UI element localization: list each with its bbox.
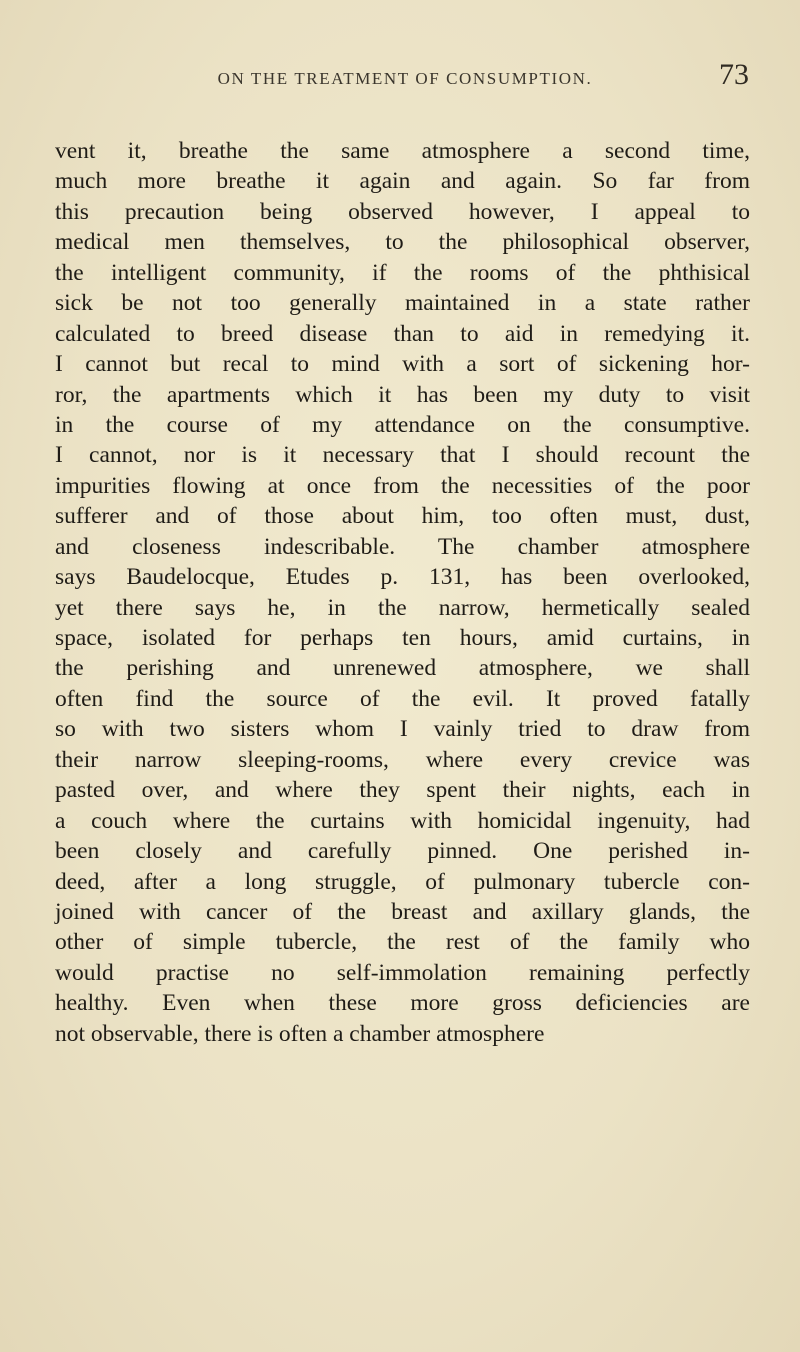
text-line: so with two sisters whom I vainly tried to draw from	[55, 716, 750, 743]
body-text	[55, 136, 750, 1049]
text-line: I cannot but recal to mind with a sort of sickening hor-	[55, 351, 750, 378]
text-line: would practise no self-immolation remaining perfectly	[55, 959, 750, 986]
text-line: yet there says he, in the narrow, hermetically sealed	[55, 594, 750, 621]
text-line: medical men themselves, to the philosophical observer,	[55, 229, 750, 256]
text-line: deed, after a long struggle, of pulmonary tubercle con-	[55, 868, 750, 895]
text-line: sufferer and of those about him, too often must, dust,	[55, 503, 750, 530]
text-line: in the course of my attendance on the consumptive.	[55, 411, 750, 438]
text-line: I cannot, nor is it necessary that I should recount the	[55, 442, 750, 469]
text-line: this precaution being observed however, I appeal to	[55, 198, 750, 225]
running-title: ON THE TREATMENT OF CONSUMPTION.	[217, 69, 593, 88]
text-line: the perishing and unrenewed atmosphere, we shall	[55, 655, 750, 682]
text-line: says Baudelocque, Etudes p. 131, has been overlooked,	[55, 564, 750, 591]
text-line: vent it, breathe the same atmosphere a second time,	[55, 138, 750, 164]
text-line: calculated to breed disease than to aid in remedying it.	[55, 320, 750, 347]
page-number: 73	[719, 58, 749, 91]
text-line: space, isolated for perhaps ten hours, amid curtains, in	[55, 625, 750, 651]
text-line: other of simple tubercle, the rest of the family who	[55, 929, 750, 956]
text-line: often find the source of the evil. It proved fatally	[55, 685, 750, 712]
text-line: much more breathe it again and again. So far from	[55, 168, 750, 195]
text-line: sick be not too generally maintained in a state rather	[55, 290, 750, 317]
text-line: the intelligent community, if the rooms of the phthisical	[55, 259, 750, 286]
text-line: a couch where the curtains with homicidal ingenuity, had	[55, 807, 750, 834]
text-line: not observable, there is often a chamber atmosphere	[55, 1020, 545, 1047]
text-line: their narrow sleeping-rooms, where every crevice was	[55, 746, 750, 773]
text-line: ror, the apartments which it has been my duty to visit	[55, 381, 750, 408]
running-head	[55, 55, 755, 95]
text-line: impurities flowing at once from the necessities of the poor	[55, 472, 750, 499]
text-line: pasted over, and where they spent their nights, each in	[55, 777, 750, 804]
text-line: healthy. Even when these more gross deficiencies are	[55, 990, 750, 1017]
text-line: been closely and carefully pinned. One perished in-	[55, 838, 750, 865]
text-line: and closeness indescribable. The chamber atmosphere	[55, 533, 750, 560]
text-line: joined with cancer of the breast and axillary glands, the	[55, 898, 750, 925]
